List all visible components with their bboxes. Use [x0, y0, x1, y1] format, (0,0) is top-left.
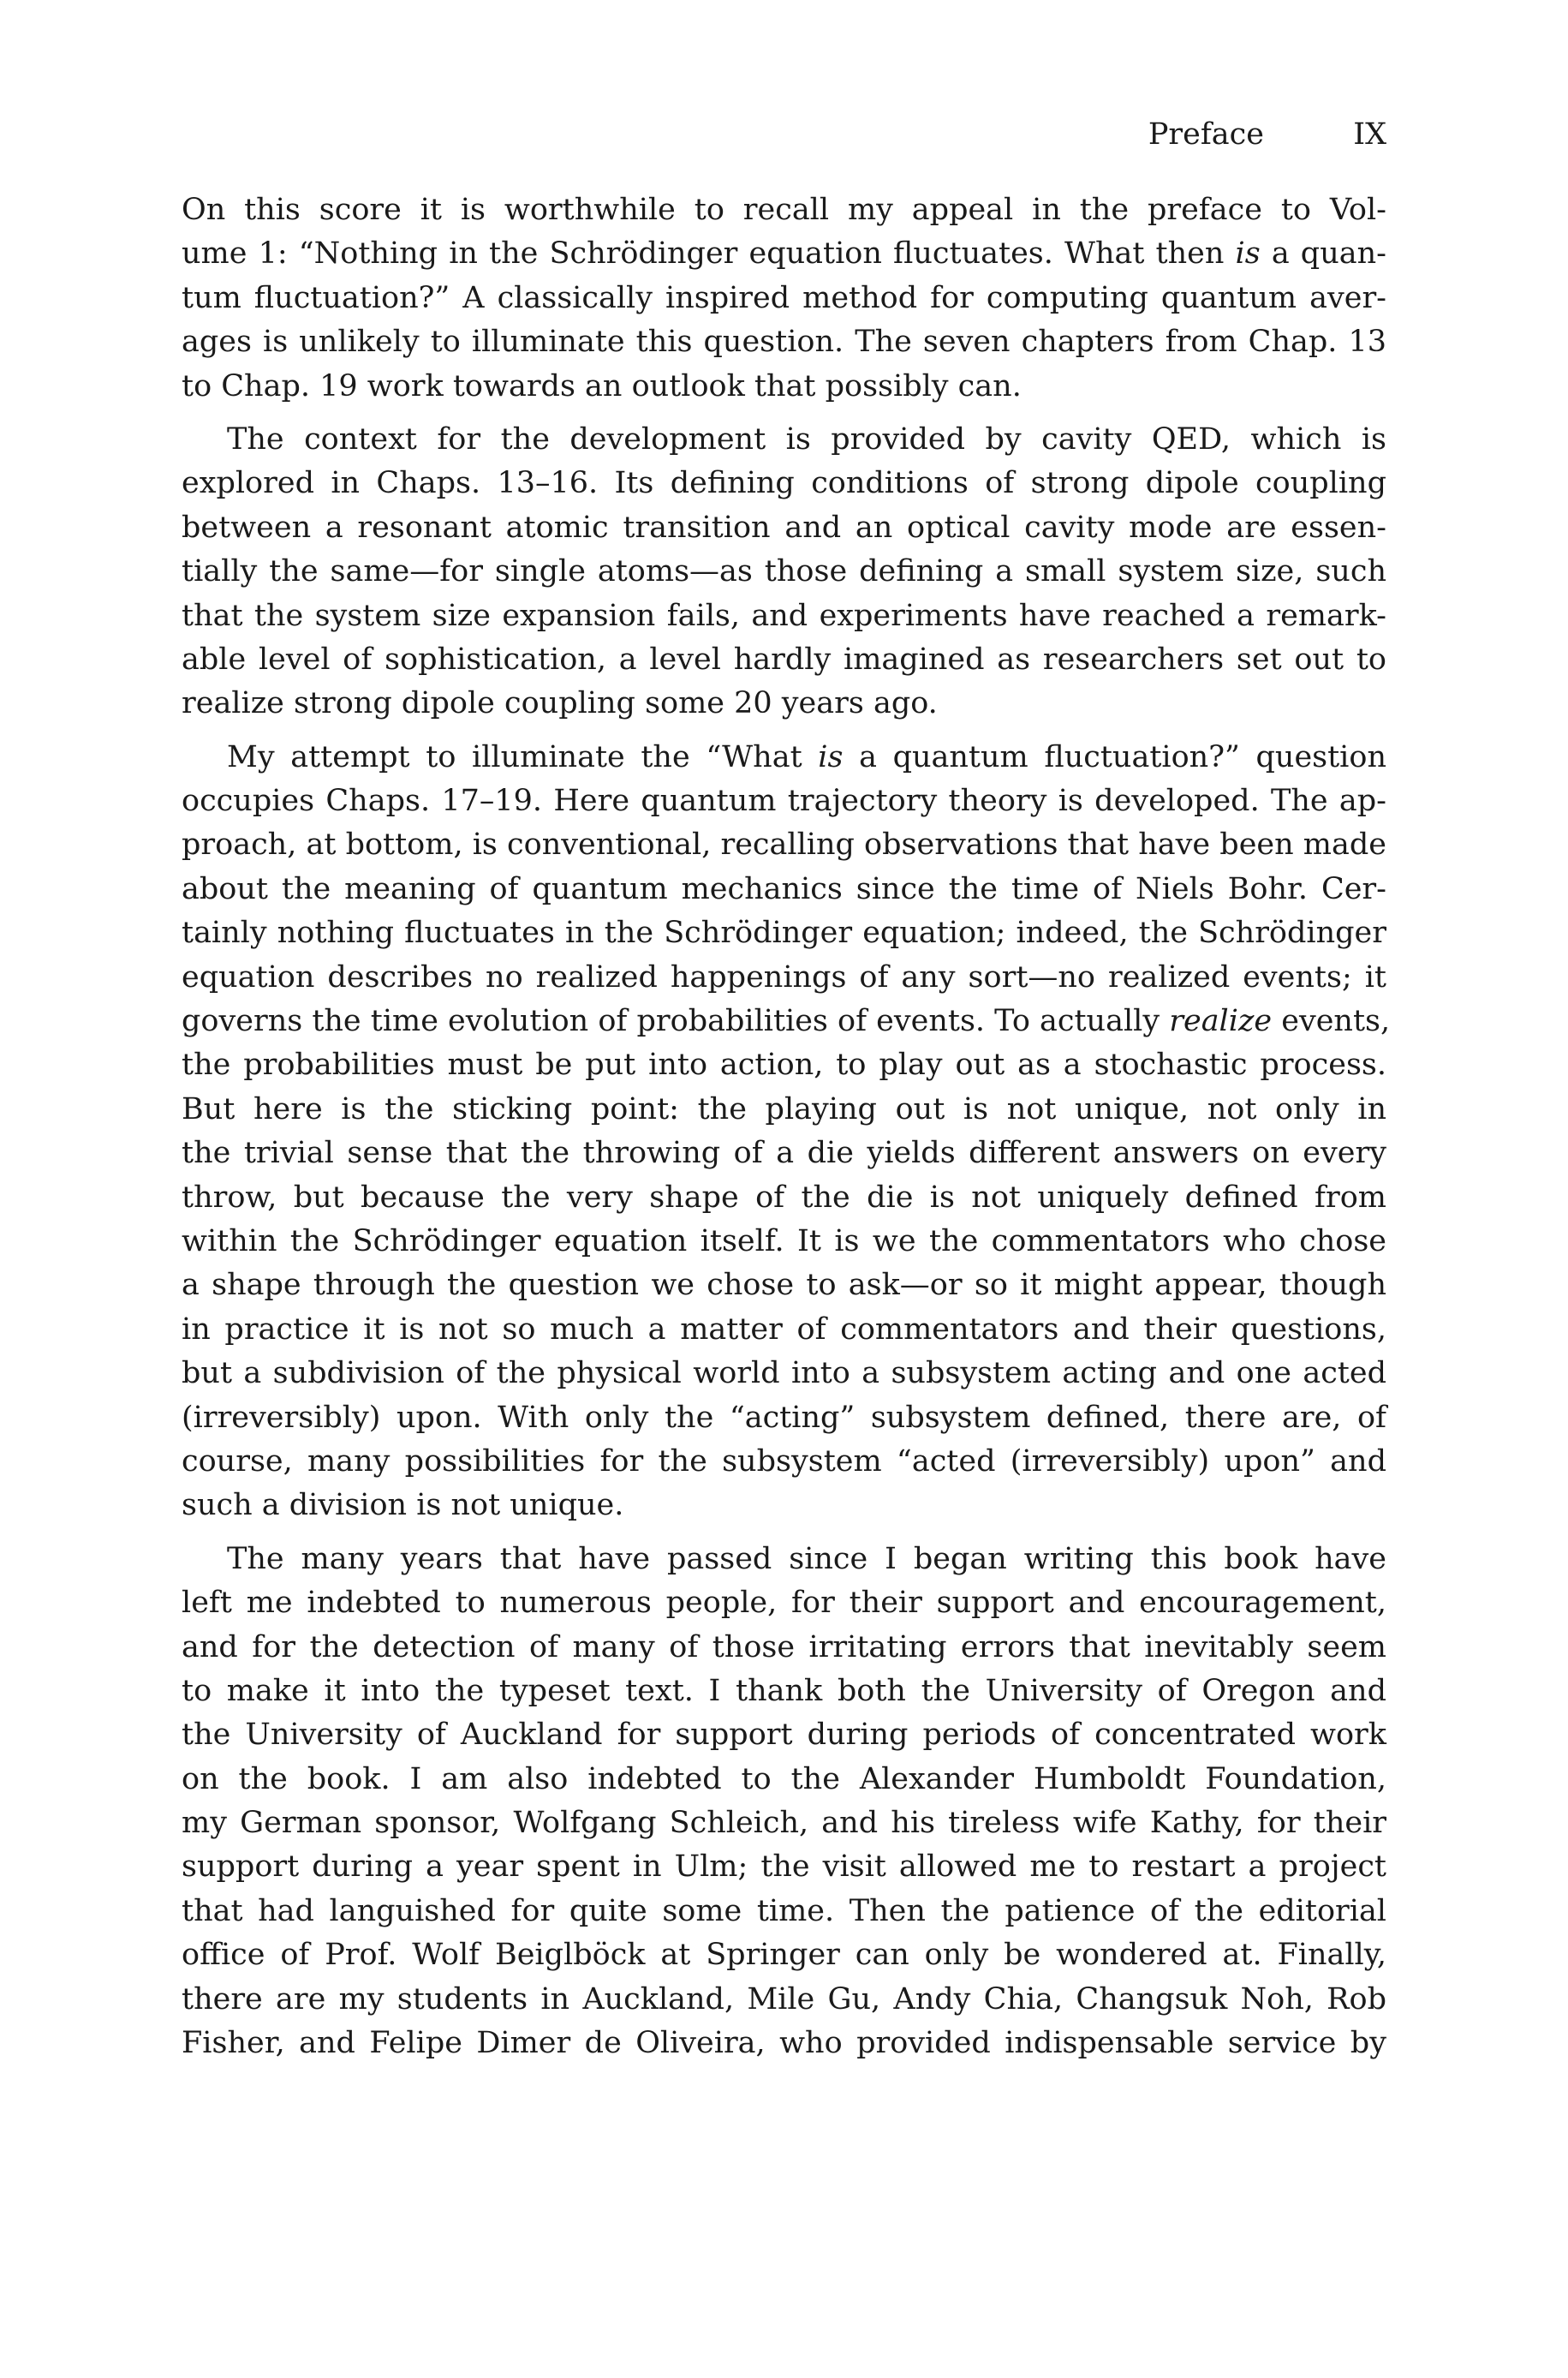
text-line: and for the detection of many of those irritating errors that inevitably seem — [182, 1629, 1386, 1664]
text-line: explored in Chaps. 13–16. Its defining conditions of strong dipole coupling — [182, 466, 1386, 501]
paragraph-1 — [182, 188, 1386, 409]
preface-body — [182, 188, 1391, 2065]
paragraph-2 — [182, 418, 1386, 726]
text-line: my German sponsor, Wolfgang Schleich, and his tireless wife Kathy, for their — [182, 1806, 1386, 1841]
text-line: the probabilities must be put into action, to play out as a stochastic process. — [182, 1048, 1386, 1083]
text-line: a shape through the question we chose to ask—or so it might appear, though — [182, 1268, 1386, 1303]
text-line: The context for the development is provided by cavity QED, which is — [227, 421, 1386, 457]
text-line: tainly nothing fluctuates in the Schrödinger equation; indeed, the Schrödinger — [182, 916, 1386, 951]
text-line: The many years that have passed since I began writing this book have — [227, 1541, 1386, 1576]
text-line: that the system size expansion fails, and experiments have reached a remark- — [182, 598, 1386, 633]
text-line: about the meaning of quantum mechanics since the time of Niels Bohr. Cer- — [182, 871, 1386, 906]
emphasized-word: realize — [1169, 1004, 1273, 1039]
text-line: the trivial sense that the throwing of a die yields different answers on every — [182, 1136, 1386, 1171]
text-line: ume 1: “Nothing in the Schrödinger equation fluctuates. What then is a quan- — [182, 236, 1386, 272]
page-number: IX — [1353, 117, 1386, 152]
text-line: in practice it is not so much a matter of commentators and their questions, — [182, 1311, 1386, 1347]
text-line: But here is the sticking point: the playing out is not unique, not only in — [182, 1091, 1386, 1126]
text-line: that had languished for quite some time. Then the patience of the editorial — [182, 1893, 1386, 1928]
text-line: support during a year spent in Ulm; the visit allowed me to restart a project — [182, 1849, 1386, 1885]
text-line: between a resonant atomic transition and an optical cavity mode are essen- — [182, 510, 1386, 545]
text-line: equation describes no realized happenings of any sort—no realized events; it — [182, 959, 1386, 995]
running-head — [182, 113, 1386, 156]
text-line: throw, but because the very shape of the die is not uniquely defined from — [182, 1180, 1386, 1215]
emphasized-word: is — [1235, 236, 1261, 272]
paragraph-4 — [182, 1538, 1386, 2066]
text-line: to Chap. 19 work towards an outlook that possibly can. — [182, 368, 1022, 403]
running-head-title: Preface — [1148, 117, 1264, 152]
text-line: ages is unlikely to illuminate this question. The seven chapters from Chap. 13 — [182, 325, 1386, 360]
text-line: such a division is not unique. — [182, 1488, 624, 1523]
text-line: but a subdivision of the physical world into a subsystem acting and one acted — [182, 1356, 1386, 1391]
text-line: My attempt to illuminate the “What is a quantum fluctuation?” question — [227, 739, 1386, 774]
text-line: there are my students in Auckland, Mile Gu, Andy Chia, Changsuk Noh, Rob — [182, 1981, 1386, 2017]
text-line: on the book. I am also indebted to the Alexander Humboldt Foundation, — [182, 1761, 1386, 1796]
text-line: governs the time evolution of probabilities of events. To actually realize events, — [182, 1004, 1391, 1039]
text-line: office of Prof. Wolf Beiglböck at Springer can only be wondered at. Finally, — [182, 1938, 1386, 1973]
text-line: able level of sophistication, a level hardly imagined as researchers set out to — [182, 642, 1386, 677]
text-line: tially the same—for single atoms—as those defining a small system size, such — [182, 554, 1386, 589]
text-line: occupies Chaps. 17–19. Here quantum trajectory theory is developed. The ap- — [182, 784, 1386, 819]
text-line: the University of Auckland for support during periods of concentrated work — [182, 1718, 1386, 1753]
text-line: tum fluctuation?” A classically inspired method for computing quantum aver- — [182, 280, 1386, 315]
text-line: (irreversibly) upon. With only the “acting” subsystem defined, there are, of — [182, 1400, 1386, 1435]
text-line: On this score it is worthwhile to recall my appeal in the preface to Vol- — [182, 193, 1386, 227]
text-line: course, many possibilities for the subsystem “acted (irreversibly) upon” and — [182, 1443, 1386, 1479]
text-line: within the Schrödinger equation itself. It is we the commentators who chose — [182, 1223, 1386, 1258]
emphasized-word: is — [818, 739, 844, 774]
paragraph-3 — [182, 736, 1391, 1528]
text-line: Fisher, and Felipe Dimer de Oliveira, who provided indispensable service by — [182, 2026, 1386, 2061]
text-line: to make it into the typeset text. I thank both the University of Oregon and — [182, 1673, 1386, 1708]
text-line: realize strong dipole coupling some 20 years ago. — [182, 686, 938, 721]
text-line: left me indebted to numerous people, for their support and encouragement, — [182, 1586, 1386, 1621]
text-line: proach, at bottom, is conventional, recalling observations that have been made — [182, 828, 1386, 863]
